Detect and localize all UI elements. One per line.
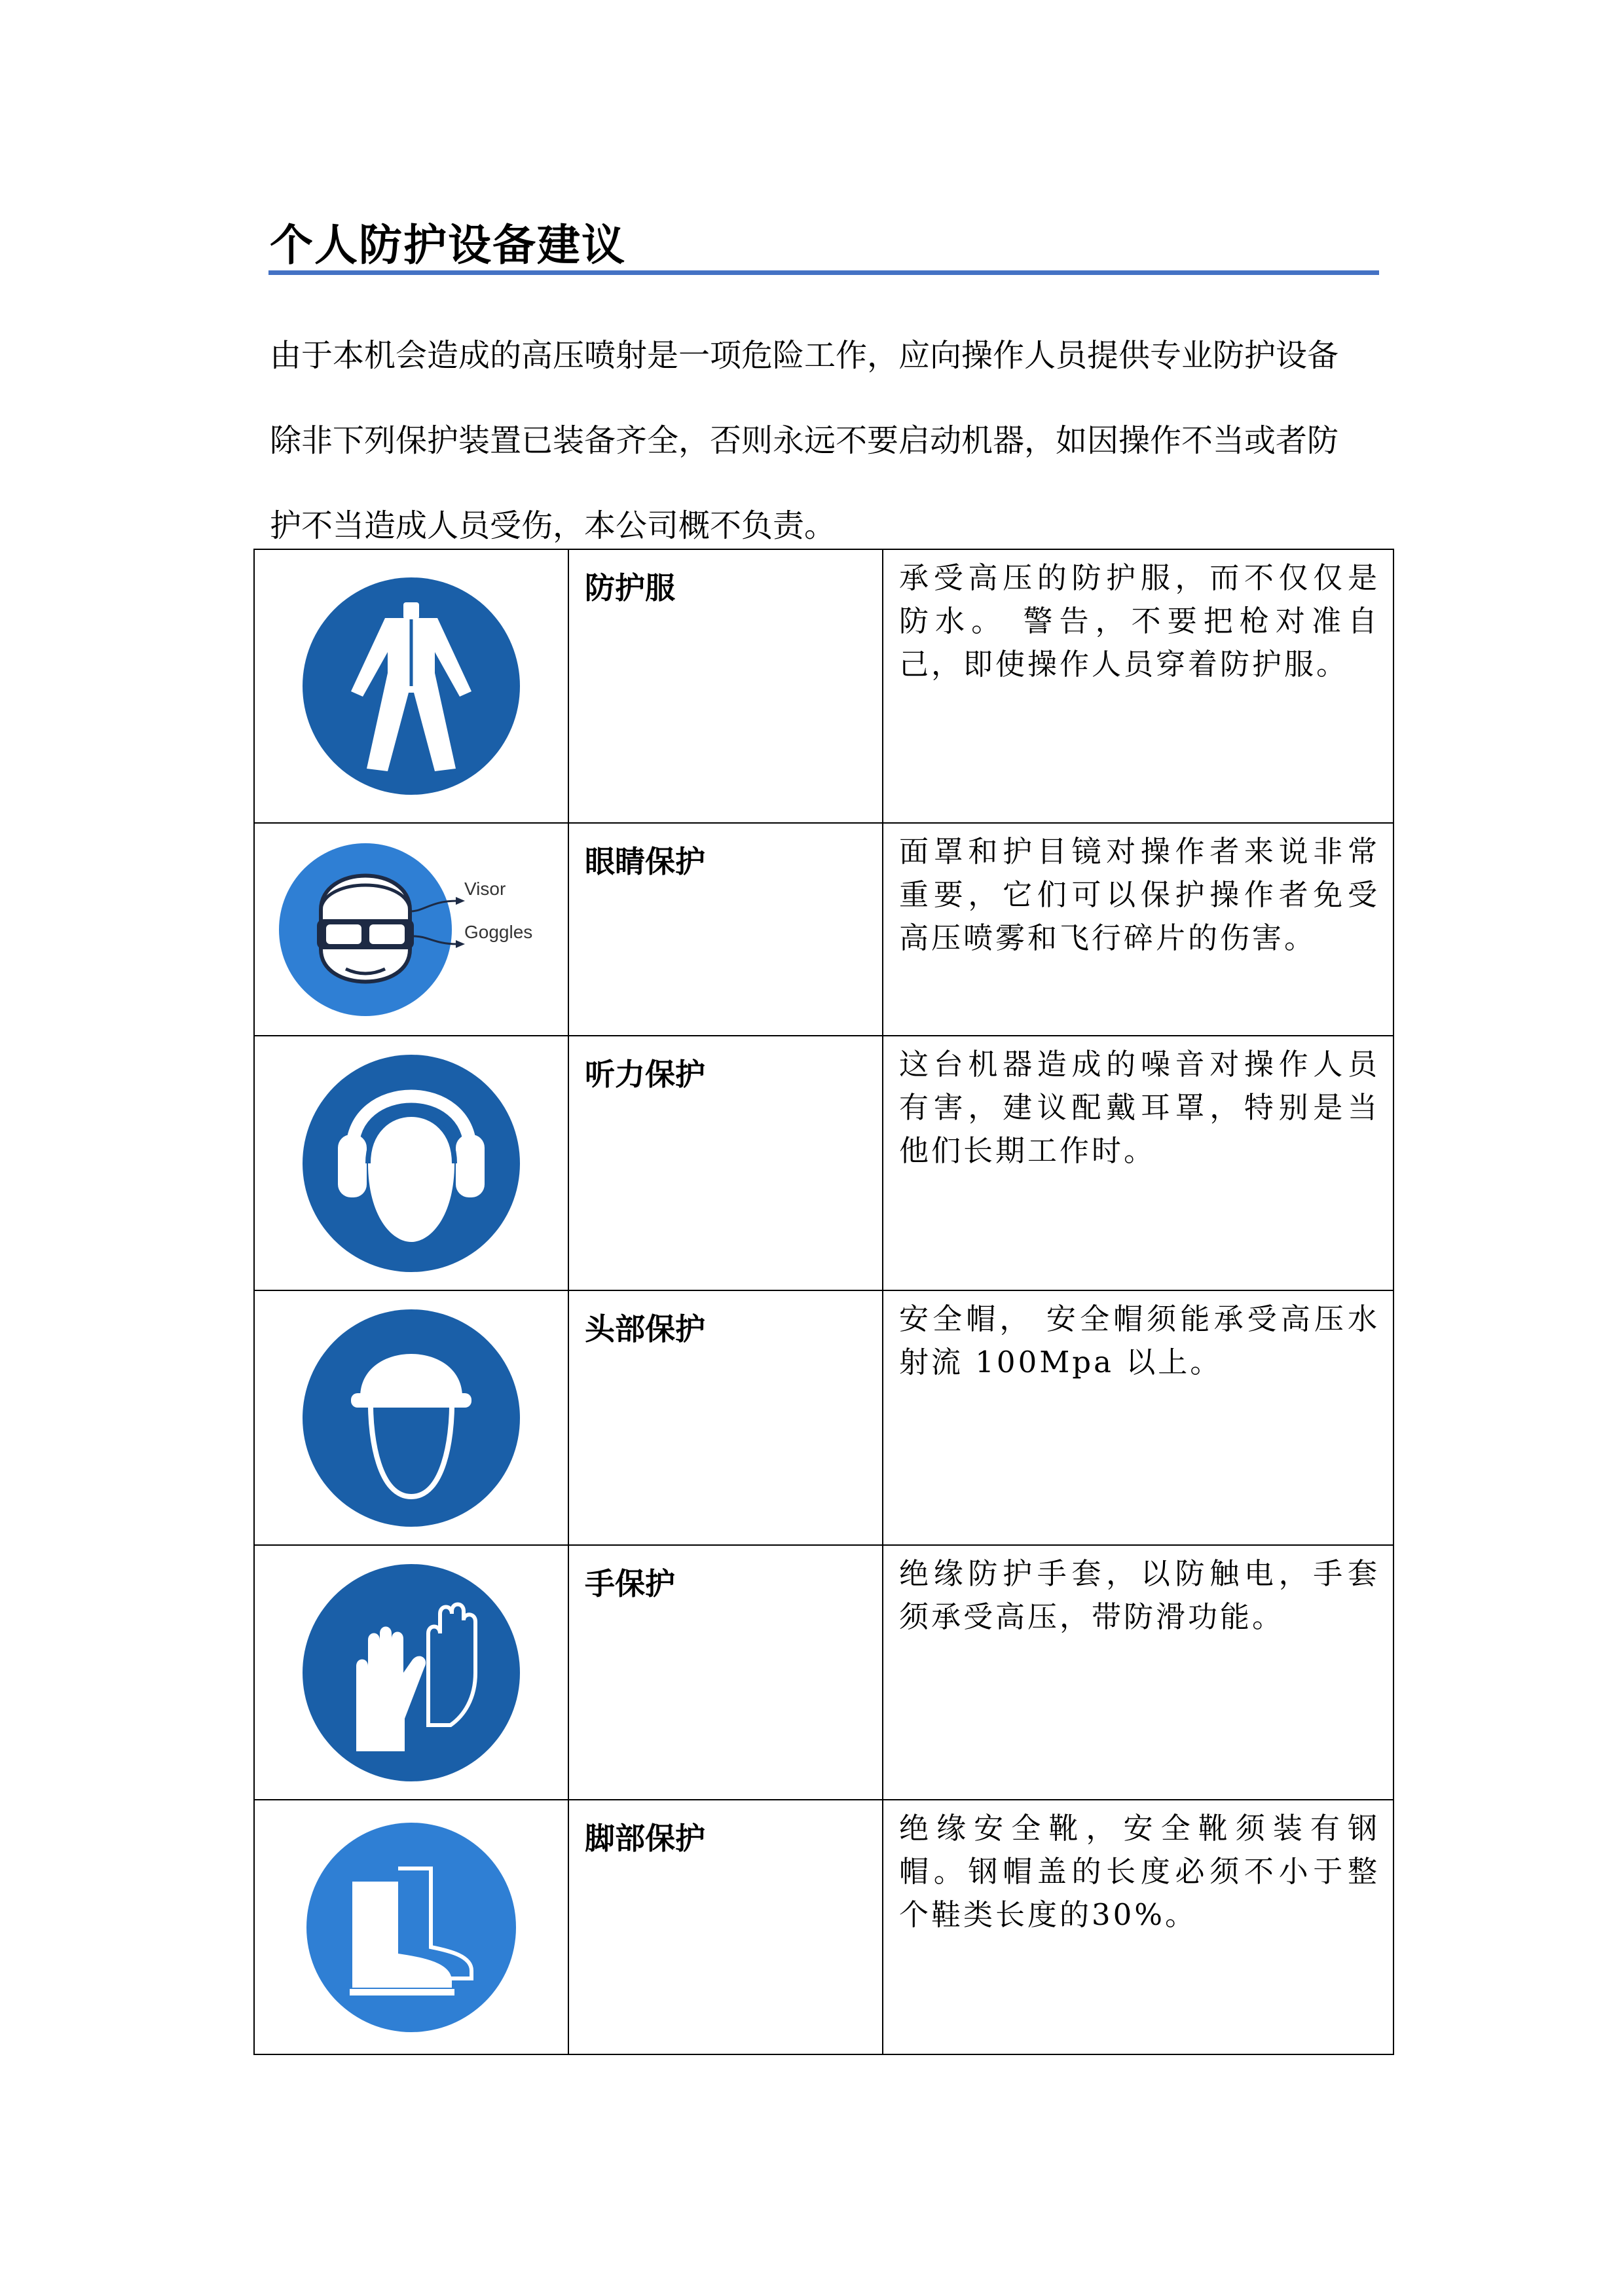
table-row: [254, 1036, 1393, 1290]
head-protection-icon: [300, 1307, 523, 1529]
equipment-description: 安全帽， 安全帽须能承受高压水射流 100Mpa 以上。: [883, 1290, 1393, 1545]
intro-line: 由于本机会造成的高压喷射是一项危险工作，应向操作人员提供专业防护设备: [270, 337, 1339, 374]
ear-protection-icon: [300, 1052, 523, 1275]
table-row: [254, 1800, 1393, 2054]
equipment-name: 防护服: [568, 549, 883, 823]
intro-paragraph: [270, 313, 1383, 568]
equipment-description: 绝缘安全靴，安全靴须装有钢帽。钢帽盖的长度必须不小于整个鞋类长度的30%。: [883, 1800, 1393, 2054]
table-row: [254, 823, 1393, 1036]
table-row: [254, 1545, 1393, 1800]
equipment-name: 听力保护: [568, 1036, 883, 1290]
intro-line: 除非下列保护装置已装备齐全，否则永远不要启动机器，如因操作不当或者防: [270, 422, 1339, 459]
equipment-description: 面罩和护目镜对操作者来说非常重要，它们可以保护操作者免受高压喷雾和飞行碎片的伤害。: [883, 823, 1393, 1036]
hand-protection-icon: [300, 1561, 523, 1784]
icon-cell: [254, 1545, 568, 1800]
protective-suit-icon: [300, 575, 523, 797]
icon-cell: [254, 1290, 568, 1545]
intro-line: 护不当造成人员受伤，本公司概不负责。: [270, 507, 836, 544]
equipment-name: 头部保护: [568, 1290, 883, 1545]
table-row: [254, 549, 1393, 823]
equipment-name: 脚部保护: [568, 1800, 883, 2054]
icon-cell: [254, 1036, 568, 1290]
equipment-description: 这台机器造成的噪音对操作人员有害，建议配戴耳罩，特别是当他们长期工作时。: [883, 1036, 1393, 1290]
icon-cell: [254, 823, 568, 1036]
title-underline: [268, 270, 1379, 275]
foot-protection-icon: [300, 1816, 523, 2039]
equipment-description: 承受高压的防护服，而不仅仅是防水。 警告，不要把枪对准自己，即使操作人员穿着防护服。: [883, 549, 1393, 823]
visor-label: Visor: [464, 878, 506, 899]
goggles-label: Goggles: [464, 921, 533, 942]
ppe-table: [253, 549, 1394, 2055]
icon-cell: [254, 1800, 568, 2054]
equipment-name: 手保护: [568, 1545, 883, 1800]
equipment-description: 绝缘防护手套，以防触电，手套须承受高压，带防滑功能。: [883, 1545, 1393, 1800]
icon-cell: [254, 549, 568, 823]
equipment-name: 眼睛保护: [568, 823, 883, 1036]
page-title: 个人防护设备建议: [270, 220, 626, 270]
table-row: [254, 1290, 1393, 1545]
